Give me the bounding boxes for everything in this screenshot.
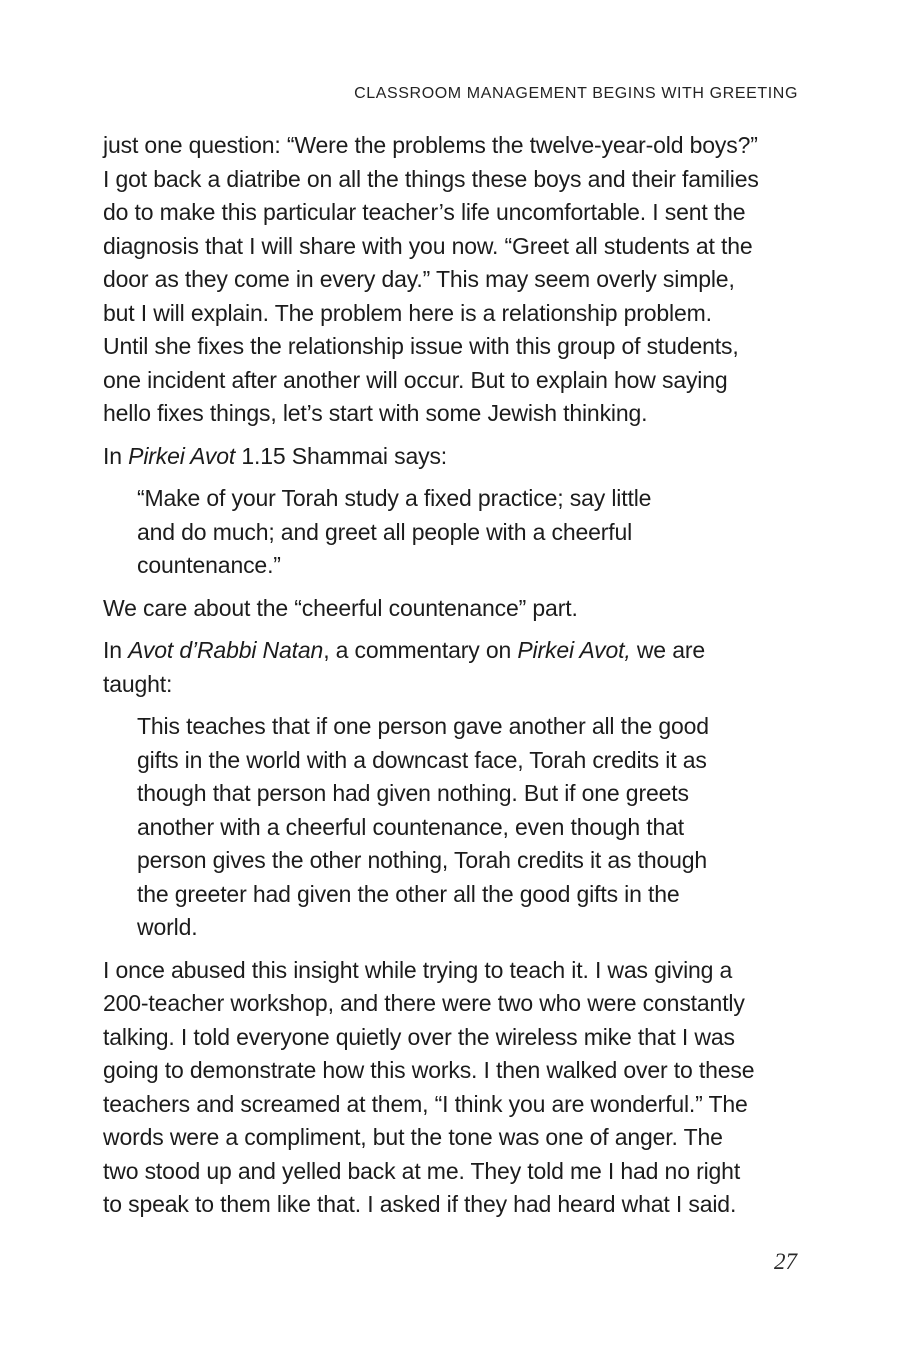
text-line (103, 364, 803, 398)
text-segment: I once abused this insight while trying to teach it. I was giving a (103, 956, 733, 983)
text-segment: In (103, 442, 129, 469)
text-line (103, 1155, 803, 1189)
page-number: 27 (774, 1249, 797, 1274)
text-segment: door as they come in every day.” This may seem overly simple, (103, 266, 735, 292)
text-line (137, 911, 803, 945)
text-segment: and do much; and greet all people with a cheerful (137, 518, 633, 545)
text-line (137, 777, 803, 811)
text-segment: taught: (103, 670, 173, 697)
text-line (103, 634, 803, 668)
text-line (103, 440, 803, 474)
text-segment: In (103, 637, 129, 663)
blockquote (137, 710, 803, 945)
text-segment: another with a cheerful countenance, even though that (137, 813, 685, 840)
text-segment: “Make of your Torah study a fixed practice; say little (137, 485, 652, 511)
italic-text-segment: Avot d’Rabbi Natan (128, 637, 324, 663)
paragraph (103, 592, 803, 626)
paragraph (103, 129, 803, 431)
text-line (103, 668, 803, 702)
text-line (103, 263, 803, 297)
text-segment: We care about the “cheerful countenance” part. (103, 594, 578, 621)
text-line (103, 196, 803, 230)
text-line (103, 297, 803, 331)
text-segment: the greeter had given the other all the good gifts in the (137, 880, 680, 907)
text-segment: 200-teacher workshop, and there were two who were constantly (103, 990, 745, 1016)
text-line (103, 987, 803, 1021)
paragraph (103, 634, 803, 701)
text-line (103, 163, 803, 197)
text-line (137, 844, 803, 878)
running-header: CLASSROOM MANAGEMENT BEGINS WITH GREETING (354, 85, 798, 102)
text-segment: countenance.” (137, 552, 281, 578)
text-segment: 1.15 Shammai says: (235, 442, 448, 469)
text-line (137, 482, 803, 516)
italic-text-segment: Pirkei Avot (128, 442, 236, 469)
text-segment: teachers and screamed at them, “I think you are wonderful.” The (103, 1090, 748, 1117)
text-segment: This teaches that if one person gave another all the good (137, 713, 709, 739)
text-line (137, 811, 803, 845)
text-segment: words were a compliment, but the tone was one of anger. The (103, 1124, 723, 1150)
text-segment: gifts in the world with a downcast face, Torah credits it as (137, 746, 707, 773)
page-body (103, 129, 803, 1231)
text-segment: diagnosis that I will share with you now. “Greet all students at the (103, 232, 753, 259)
text-segment: though that person had given nothing. But if one greets (137, 780, 689, 806)
text-line (103, 1021, 803, 1055)
text-segment: talking. I told everyone quietly over the wireless mike that I was (103, 1023, 735, 1050)
text-segment: Until she fixes the relationship issue with this group of students, (103, 333, 739, 359)
text-line (103, 1121, 803, 1155)
text-segment: one incident after another will occur. But to explain how saying (103, 366, 728, 393)
text-line (103, 330, 803, 364)
italic-text-segment: Pirkei Avot, (517, 637, 631, 663)
text-line (103, 230, 803, 264)
text-line (103, 592, 803, 626)
blockquote (137, 482, 803, 583)
paragraph (103, 954, 803, 1222)
paragraph (103, 440, 803, 474)
text-line (137, 549, 803, 583)
text-segment: hello fixes things, let’s start with some Jewish thinking. (103, 400, 648, 426)
text-line (103, 1088, 803, 1122)
text-line (137, 710, 803, 744)
text-line (103, 1188, 803, 1222)
text-line (103, 954, 803, 988)
text-line (137, 744, 803, 778)
text-segment: to speak to them like that. I asked if they had heard what I said. (103, 1191, 737, 1217)
text-line (137, 516, 803, 550)
text-segment: we are (630, 637, 705, 663)
text-line (103, 1054, 803, 1088)
text-segment: I got back a diatribe on all the things these boys and their families (103, 165, 759, 192)
text-segment: person gives the other nothing, Torah credits it as though (137, 847, 708, 873)
text-line (103, 397, 803, 431)
text-segment: but I will explain. The problem here is a relationship problem. (103, 299, 712, 326)
text-segment: do to make this particular teacher’s life uncomfortable. I sent the (103, 199, 746, 225)
text-segment: two stood up and yelled back at me. They told me I had no right (103, 1157, 741, 1184)
text-line (103, 129, 803, 163)
text-segment: , a commentary on (323, 637, 518, 663)
text-line (137, 878, 803, 912)
text-segment: just one question: “Were the problems the twelve-year-old boys?” (103, 132, 758, 158)
text-segment: going to demonstrate how this works. I then walked over to these (103, 1057, 755, 1083)
text-segment: world. (137, 914, 198, 940)
